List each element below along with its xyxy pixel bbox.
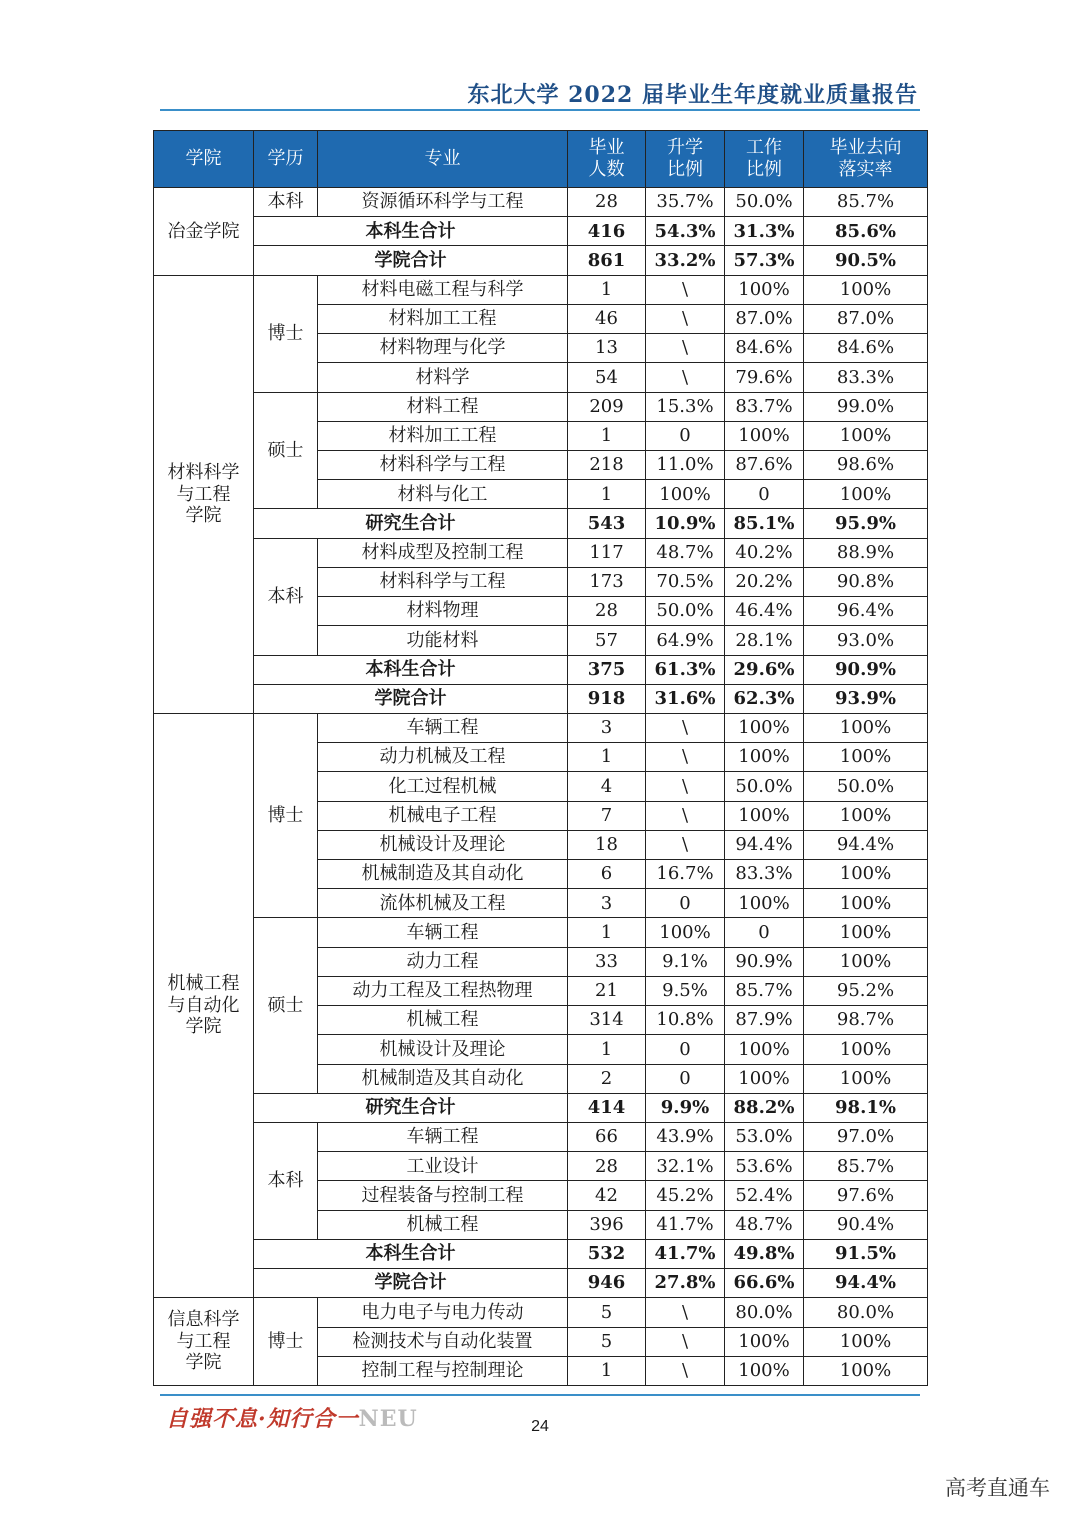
graduates-cell: 66 — [568, 1123, 646, 1152]
table-row — [154, 1123, 928, 1152]
further-study-cell: 54.3% — [646, 217, 725, 246]
employment-cell: 100% — [725, 1356, 804, 1385]
placement-rate-cell: 96.4% — [804, 597, 928, 626]
degree-cell: 本科 — [254, 1123, 318, 1240]
graduates-cell: 918 — [568, 684, 646, 713]
major-cell: 控制工程与控制理论 — [318, 1356, 568, 1385]
graduates-cell: 6 — [568, 860, 646, 889]
major-cell: 材料加工工程 — [318, 304, 568, 333]
employment-cell: 100% — [725, 743, 804, 772]
employment-cell: 94.4% — [725, 830, 804, 859]
further-study-cell: 27.8% — [646, 1269, 725, 1298]
col-header: 专业 — [318, 131, 568, 188]
employment-cell: 100% — [725, 713, 804, 742]
employment-cell: 62.3% — [725, 684, 804, 713]
major-cell: 材料科学与工程 — [318, 567, 568, 596]
further-study-cell: \ — [646, 743, 725, 772]
graduates-cell: 18 — [568, 830, 646, 859]
further-study-cell: 32.1% — [646, 1152, 725, 1181]
major-cell: 机械制造及其自动化 — [318, 1064, 568, 1093]
major-cell: 电力电子与电力传动 — [318, 1298, 568, 1327]
placement-rate-cell: 98.6% — [804, 450, 928, 479]
major-cell: 机械工程 — [318, 1210, 568, 1239]
further-study-cell: 33.2% — [646, 246, 725, 275]
graduates-cell: 173 — [568, 567, 646, 596]
major-cell: 材料加工工程 — [318, 421, 568, 450]
employment-cell: 50.0% — [725, 188, 804, 217]
graduates-cell: 396 — [568, 1210, 646, 1239]
further-study-cell: 0 — [646, 1035, 725, 1064]
major-cell: 功能材料 — [318, 626, 568, 655]
table-row — [154, 1269, 928, 1298]
placement-rate-cell: 100% — [804, 743, 928, 772]
placement-rate-cell: 100% — [804, 801, 928, 830]
employment-cell: 79.6% — [725, 363, 804, 392]
subtotal-label: 学院合计 — [254, 684, 568, 713]
major-cell: 工业设计 — [318, 1152, 568, 1181]
placement-rate-cell: 85.7% — [804, 188, 928, 217]
graduates-cell: 416 — [568, 217, 646, 246]
employment-cell: 87.6% — [725, 450, 804, 479]
major-cell: 动力工程 — [318, 947, 568, 976]
placement-rate-cell: 85.7% — [804, 1152, 928, 1181]
graduates-cell: 861 — [568, 246, 646, 275]
employment-cell: 20.2% — [725, 567, 804, 596]
further-study-cell: 0 — [646, 889, 725, 918]
subtotal-label: 研究生合计 — [254, 1093, 568, 1122]
placement-rate-cell: 100% — [804, 1356, 928, 1385]
graduates-cell: 28 — [568, 597, 646, 626]
further-study-cell: \ — [646, 363, 725, 392]
placement-rate-cell: 100% — [804, 421, 928, 450]
degree-cell: 博士 — [254, 713, 318, 918]
further-study-cell: \ — [646, 713, 725, 742]
college-cell: 冶金学院 — [154, 188, 254, 276]
graduates-cell: 314 — [568, 1006, 646, 1035]
major-cell: 材料成型及控制工程 — [318, 538, 568, 567]
placement-rate-cell: 85.6% — [804, 217, 928, 246]
graduates-cell: 5 — [568, 1327, 646, 1356]
placement-rate-cell: 100% — [804, 275, 928, 304]
placement-rate-cell: 98.7% — [804, 1006, 928, 1035]
graduates-cell: 13 — [568, 334, 646, 363]
further-study-cell: 9.1% — [646, 947, 725, 976]
further-study-cell: \ — [646, 772, 725, 801]
placement-rate-cell: 83.3% — [804, 363, 928, 392]
subtotal-label: 学院合计 — [254, 246, 568, 275]
col-header: 毕业去向 落实率 — [804, 131, 928, 188]
table-row — [154, 217, 928, 246]
placement-rate-cell: 95.9% — [804, 509, 928, 538]
watermark: 高考直通车 — [945, 1476, 1050, 1500]
subtotal-label: 本科生合计 — [254, 217, 568, 246]
placement-rate-cell: 94.4% — [804, 1269, 928, 1298]
placement-rate-cell: 93.0% — [804, 626, 928, 655]
subtotal-label: 学院合计 — [254, 1269, 568, 1298]
placement-rate-cell: 97.0% — [804, 1123, 928, 1152]
graduates-cell: 117 — [568, 538, 646, 567]
further-study-cell: \ — [646, 801, 725, 830]
employment-cell: 48.7% — [725, 1210, 804, 1239]
header-divider — [160, 109, 920, 111]
major-cell: 检测技术与自动化装置 — [318, 1327, 568, 1356]
further-study-cell: 100% — [646, 918, 725, 947]
subtotal-label: 研究生合计 — [254, 509, 568, 538]
table-row — [154, 655, 928, 684]
major-cell: 机械电子工程 — [318, 801, 568, 830]
employment-cell: 66.6% — [725, 1269, 804, 1298]
placement-rate-cell: 88.9% — [804, 538, 928, 567]
table-row — [154, 713, 928, 742]
further-study-cell: 70.5% — [646, 567, 725, 596]
further-study-cell: \ — [646, 304, 725, 333]
further-study-cell: 11.0% — [646, 450, 725, 479]
graduates-cell: 2 — [568, 1064, 646, 1093]
employment-cell: 53.6% — [725, 1152, 804, 1181]
degree-cell: 本科 — [254, 188, 318, 217]
employment-cell: 53.0% — [725, 1123, 804, 1152]
report-title: 东北大学 2022 届毕业生年度就业质量报告 — [467, 82, 918, 108]
graduates-cell: 5 — [568, 1298, 646, 1327]
footer-divider — [160, 1394, 920, 1396]
graduates-cell: 1 — [568, 743, 646, 772]
subtotal-label: 本科生合计 — [254, 1239, 568, 1268]
major-cell: 材料物理 — [318, 597, 568, 626]
employment-cell: 100% — [725, 889, 804, 918]
major-cell: 材料物理与化学 — [318, 334, 568, 363]
placement-rate-cell: 100% — [804, 1064, 928, 1093]
table-row — [154, 275, 928, 304]
graduates-cell: 946 — [568, 1269, 646, 1298]
placement-rate-cell: 91.5% — [804, 1239, 928, 1268]
employment-cell: 52.4% — [725, 1181, 804, 1210]
further-study-cell: 43.9% — [646, 1123, 725, 1152]
graduates-cell: 42 — [568, 1181, 646, 1210]
placement-rate-cell: 90.5% — [804, 246, 928, 275]
graduates-cell: 1 — [568, 1035, 646, 1064]
further-study-cell: 41.7% — [646, 1210, 725, 1239]
employment-cell: 50.0% — [725, 772, 804, 801]
employment-cell: 46.4% — [725, 597, 804, 626]
employment-cell: 87.9% — [725, 1006, 804, 1035]
major-cell: 机械工程 — [318, 1006, 568, 1035]
employment-cell: 80.0% — [725, 1298, 804, 1327]
placement-rate-cell: 95.2% — [804, 976, 928, 1005]
placement-rate-cell: 84.6% — [804, 334, 928, 363]
further-study-cell: 61.3% — [646, 655, 725, 684]
motto-text: 自强不息·知行合一 — [166, 1406, 359, 1432]
employment-cell: 90.9% — [725, 947, 804, 976]
employment-cell: 88.2% — [725, 1093, 804, 1122]
graduates-cell: 375 — [568, 655, 646, 684]
table-row — [154, 188, 928, 217]
placement-rate-cell: 90.9% — [804, 655, 928, 684]
college-cell: 信息科学 与工程 学院 — [154, 1298, 254, 1386]
graduates-cell: 218 — [568, 450, 646, 479]
employment-cell: 87.0% — [725, 304, 804, 333]
graduates-cell: 1 — [568, 918, 646, 947]
major-cell: 材料与化工 — [318, 480, 568, 509]
graduates-cell: 46 — [568, 304, 646, 333]
employment-cell: 57.3% — [725, 246, 804, 275]
graduates-cell: 28 — [568, 1152, 646, 1181]
neu-logo-text: NEU — [358, 1406, 418, 1432]
placement-rate-cell: 87.0% — [804, 304, 928, 333]
major-cell: 资源循环科学与工程 — [318, 188, 568, 217]
further-study-cell: 41.7% — [646, 1239, 725, 1268]
further-study-cell: 100% — [646, 480, 725, 509]
further-study-cell: 9.5% — [646, 976, 725, 1005]
major-cell: 过程装备与控制工程 — [318, 1181, 568, 1210]
placement-rate-cell: 98.1% — [804, 1093, 928, 1122]
table-row — [154, 1298, 928, 1327]
employment-cell: 84.6% — [725, 334, 804, 363]
employment-cell: 100% — [725, 275, 804, 304]
graduates-cell: 1 — [568, 275, 646, 304]
col-header: 毕业 人数 — [568, 131, 646, 188]
employment-cell: 100% — [725, 421, 804, 450]
placement-rate-cell: 99.0% — [804, 392, 928, 421]
major-cell: 车辆工程 — [318, 1123, 568, 1152]
further-study-cell: 16.7% — [646, 860, 725, 889]
major-cell: 材料科学与工程 — [318, 450, 568, 479]
placement-rate-cell: 50.0% — [804, 772, 928, 801]
degree-cell: 硕士 — [254, 392, 318, 509]
degree-cell: 博士 — [254, 275, 318, 392]
placement-rate-cell: 80.0% — [804, 1298, 928, 1327]
employment-cell: 83.7% — [725, 392, 804, 421]
employment-cell: 29.6% — [725, 655, 804, 684]
table-row — [154, 684, 928, 713]
placement-rate-cell: 100% — [804, 713, 928, 742]
placement-rate-cell: 100% — [804, 1327, 928, 1356]
further-study-cell: 35.7% — [646, 188, 725, 217]
placement-rate-cell: 100% — [804, 860, 928, 889]
degree-cell: 硕士 — [254, 918, 318, 1093]
placement-rate-cell: 90.4% — [804, 1210, 928, 1239]
degree-cell: 本科 — [254, 538, 318, 655]
table-header-row — [154, 131, 928, 188]
page-number: 24 — [531, 1418, 549, 1435]
employment-cell: 28.1% — [725, 626, 804, 655]
col-header: 工作 比例 — [725, 131, 804, 188]
placement-rate-cell: 97.6% — [804, 1181, 928, 1210]
major-cell: 材料电磁工程与科学 — [318, 275, 568, 304]
major-cell: 动力工程及工程热物理 — [318, 976, 568, 1005]
employment-cell: 49.8% — [725, 1239, 804, 1268]
subtotal-label: 本科生合计 — [254, 655, 568, 684]
further-study-cell: 0 — [646, 421, 725, 450]
major-cell: 车辆工程 — [318, 918, 568, 947]
employment-cell: 0 — [725, 918, 804, 947]
further-study-cell: 48.7% — [646, 538, 725, 567]
placement-rate-cell: 100% — [804, 1035, 928, 1064]
placement-rate-cell: 90.8% — [804, 567, 928, 596]
table-row — [154, 509, 928, 538]
graduates-cell: 21 — [568, 976, 646, 1005]
major-cell: 动力机械及工程 — [318, 743, 568, 772]
col-header: 升学 比例 — [646, 131, 725, 188]
graduates-cell: 7 — [568, 801, 646, 830]
employment-cell: 83.3% — [725, 860, 804, 889]
degree-cell: 博士 — [254, 1298, 318, 1386]
graduates-cell: 543 — [568, 509, 646, 538]
graduates-cell: 57 — [568, 626, 646, 655]
col-header: 学院 — [154, 131, 254, 188]
university-logo — [166, 1402, 418, 1433]
further-study-cell: 45.2% — [646, 1181, 725, 1210]
graduates-cell: 4 — [568, 772, 646, 801]
graduates-cell: 414 — [568, 1093, 646, 1122]
employment-cell: 100% — [725, 1064, 804, 1093]
further-study-cell: 0 — [646, 1064, 725, 1093]
employment-cell: 100% — [725, 1035, 804, 1064]
college-cell: 材料科学 与工程 学院 — [154, 275, 254, 713]
table-row — [154, 1239, 928, 1268]
employment-cell: 85.7% — [725, 976, 804, 1005]
further-study-cell: \ — [646, 1356, 725, 1385]
employment-cell: 100% — [725, 1327, 804, 1356]
graduates-cell: 1 — [568, 480, 646, 509]
further-study-cell: \ — [646, 275, 725, 304]
further-study-cell: 10.8% — [646, 1006, 725, 1035]
graduates-cell: 54 — [568, 363, 646, 392]
placement-rate-cell: 93.9% — [804, 684, 928, 713]
graduates-cell: 28 — [568, 188, 646, 217]
employment-table — [153, 130, 928, 1386]
major-cell: 材料工程 — [318, 392, 568, 421]
major-cell: 机械设计及理论 — [318, 1035, 568, 1064]
major-cell: 流体机械及工程 — [318, 889, 568, 918]
graduates-cell: 3 — [568, 713, 646, 742]
table-row — [154, 392, 928, 421]
employment-cell: 40.2% — [725, 538, 804, 567]
graduates-cell: 1 — [568, 421, 646, 450]
employment-cell: 31.3% — [725, 217, 804, 246]
placement-rate-cell: 100% — [804, 480, 928, 509]
further-study-cell: 9.9% — [646, 1093, 725, 1122]
table-row — [154, 1093, 928, 1122]
employment-cell: 0 — [725, 480, 804, 509]
table-row — [154, 246, 928, 275]
placement-rate-cell: 100% — [804, 947, 928, 976]
further-study-cell: 50.0% — [646, 597, 725, 626]
major-cell: 车辆工程 — [318, 713, 568, 742]
major-cell: 机械设计及理论 — [318, 830, 568, 859]
major-cell: 材料学 — [318, 363, 568, 392]
table-row — [154, 918, 928, 947]
placement-rate-cell: 100% — [804, 889, 928, 918]
further-study-cell: \ — [646, 830, 725, 859]
table-row — [154, 538, 928, 567]
graduates-cell: 209 — [568, 392, 646, 421]
further-study-cell: 15.3% — [646, 392, 725, 421]
major-cell: 化工过程机械 — [318, 772, 568, 801]
placement-rate-cell: 94.4% — [804, 830, 928, 859]
further-study-cell: \ — [646, 1327, 725, 1356]
col-header: 学历 — [254, 131, 318, 188]
graduates-cell: 3 — [568, 889, 646, 918]
graduates-cell: 532 — [568, 1239, 646, 1268]
major-cell: 机械制造及其自动化 — [318, 860, 568, 889]
employment-cell: 85.1% — [725, 509, 804, 538]
graduates-cell: 33 — [568, 947, 646, 976]
further-study-cell: 10.9% — [646, 509, 725, 538]
placement-rate-cell: 100% — [804, 918, 928, 947]
further-study-cell: \ — [646, 1298, 725, 1327]
employment-cell: 100% — [725, 801, 804, 830]
graduates-cell: 1 — [568, 1356, 646, 1385]
further-study-cell: \ — [646, 334, 725, 363]
further-study-cell: 64.9% — [646, 626, 725, 655]
further-study-cell: 31.6% — [646, 684, 725, 713]
college-cell: 机械工程 与自动化 学院 — [154, 713, 254, 1297]
